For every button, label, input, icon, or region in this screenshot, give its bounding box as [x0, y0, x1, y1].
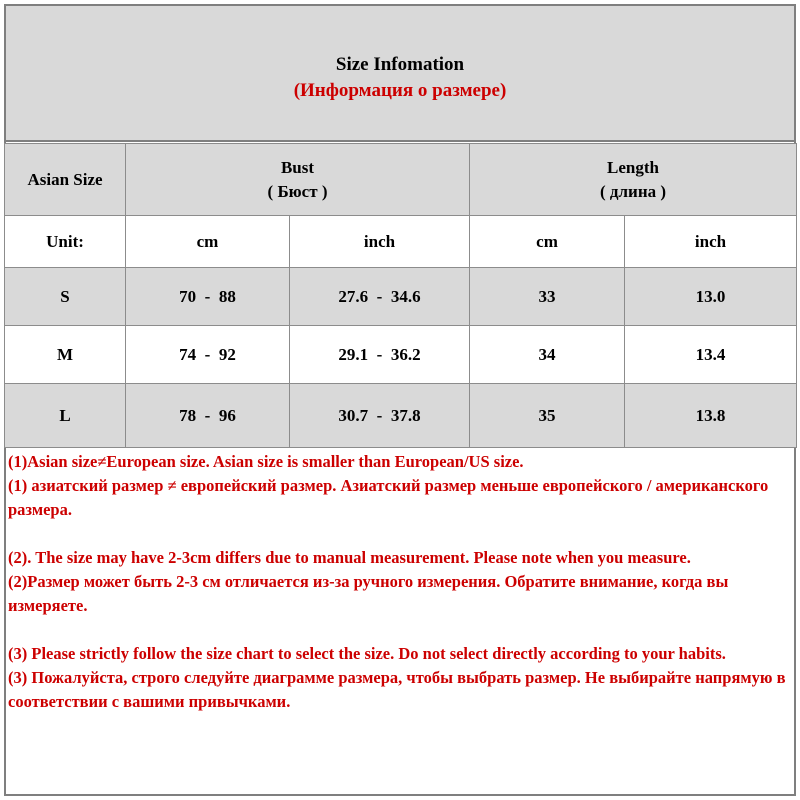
- bust-cm-cell: 70 - 88: [126, 268, 290, 326]
- length-cm-cell: 35: [470, 384, 625, 448]
- unit-row: [5, 216, 797, 268]
- bust-inch-cell: 29.1 - 36.2: [290, 326, 470, 384]
- title-banner: [4, 4, 796, 142]
- length-header-ru: ( длина ): [599, 181, 667, 201]
- bust-header-ru: ( Бюст ): [267, 181, 328, 201]
- table-row: [5, 384, 797, 448]
- table-header-row: [5, 144, 797, 216]
- length-header: [470, 144, 797, 216]
- unit-cell: cm: [126, 216, 290, 268]
- length-inch-cell: 13.8: [625, 384, 797, 448]
- bust-header-label: Bust: [280, 157, 315, 177]
- size-cell: M: [5, 326, 126, 384]
- size-notes: [8, 450, 788, 714]
- unit-cell: inch: [290, 216, 470, 268]
- bust-inch-cell: 30.7 - 37.8: [290, 384, 470, 448]
- note-2-en: (2). The size may have 2-3cm differs due to manual measurement. Please note when you measure.: [8, 548, 691, 567]
- note-3-en: (3) Please strictly follow the size chart to select the size. Do not select directly according to your habits.: [8, 644, 726, 663]
- length-header-label: Length: [607, 157, 659, 177]
- size-table: [4, 143, 797, 448]
- size-cell: L: [5, 384, 126, 448]
- table-row: [5, 268, 797, 326]
- asian-size-header: Asian Size: [5, 144, 126, 216]
- unit-cell: cm: [470, 216, 625, 268]
- unit-label: Unit:: [5, 216, 126, 268]
- page-title: Size Infomation: [335, 54, 465, 75]
- table-row: [5, 326, 797, 384]
- note-1-ru: (1) азиатский размер ≠ европейский размер. Азиатский размер меньше европейского / американского размера.: [8, 476, 769, 519]
- note-3-ru: (3) Пожалуйста, строго следуйте диаграмме размера, чтобы выбрать размер. Не выбирайте напрямую в соответствии с вашими привычками.: [8, 668, 786, 711]
- note-1-en: (1)Asian size≠European size. Asian size is smaller than European/US size.: [8, 452, 524, 471]
- bust-cm-cell: 74 - 92: [126, 326, 290, 384]
- note-2-ru: (2)Размер может быть 2-3 см отличается из-за ручного измерения. Обратите внимание, когда вы измеряете.: [8, 572, 729, 615]
- size-cell: S: [5, 268, 126, 326]
- length-cm-cell: 34: [470, 326, 625, 384]
- bust-inch-cell: 27.6 - 34.6: [290, 268, 470, 326]
- bust-header: [126, 144, 470, 216]
- length-inch-cell: 13.0: [625, 268, 797, 326]
- length-cm-cell: 33: [470, 268, 625, 326]
- length-inch-cell: 13.4: [625, 326, 797, 384]
- bust-cm-cell: 78 - 96: [126, 384, 290, 448]
- page-title-ru: (Информация о размере): [293, 80, 507, 101]
- unit-cell: inch: [625, 216, 797, 268]
